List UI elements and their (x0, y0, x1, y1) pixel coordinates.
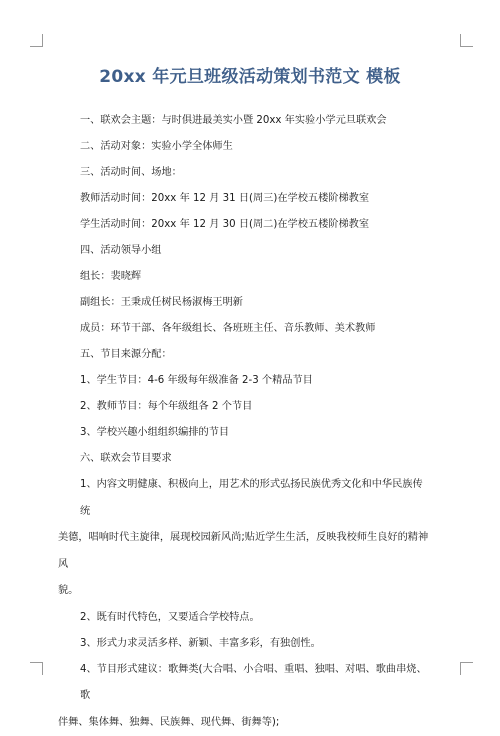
crop-mark-top-left (30, 34, 43, 47)
paragraph: 一、联欢会主题：与时俱进最美实小暨 20xx 年实验小学元旦联欢会 (80, 108, 432, 134)
paragraph: 教师活动时间：20xx 年 12 月 31 日(周三)在学校五楼阶梯教室 (80, 186, 432, 212)
paragraph-requirement-4 (80, 657, 432, 736)
paragraph-line: 4、节目形式建议：歌舞类(大合唱、小合唱、重唱、独唱、对唱、歌曲串烧、歌 (80, 657, 432, 710)
paragraph: 3、学校兴趣小组组织编排的节目 (80, 420, 432, 446)
paragraph-line: 美德，唱响时代主旋律，展现校园新风尚;贴近学生生活，反映我校师生良好的精神风 (58, 525, 432, 578)
paragraph: 二、活动对象：实验小学全体师生 (80, 134, 432, 160)
crop-mark-top-right (460, 34, 473, 47)
paragraph: 副组长：王秉成任树民杨淑梅王明新 (80, 290, 432, 316)
paragraph: 三、活动时间、场地： (80, 160, 432, 186)
paragraph: 五、节目来源分配： (80, 342, 432, 368)
paragraph: 组长：裴晓辉 (80, 264, 432, 290)
paragraph: 学生活动时间：20xx 年 12 月 30 日(周二)在学校五楼阶梯教室 (80, 212, 432, 238)
paragraph: 六、联欢会节目要求 (80, 446, 432, 472)
paragraph-line: 1、内容文明健康、积极向上，用艺术的形式弘扬民族优秀文化和中华民族传统 (80, 472, 432, 525)
paragraph-line: 伴舞、集体舞、独舞、民族舞、现代舞、街舞等); (58, 710, 432, 736)
paragraph: 2、既有时代特色，又要适合学校特点。 (80, 605, 432, 631)
crop-mark-bottom-left (30, 662, 43, 675)
paragraph: 3、形式力求灵活多样、新颖、丰富多彩，有独创性。 (80, 631, 432, 657)
paragraph: 成员：环节干部、各年级组长、各班班主任、音乐教师、美术教师 (80, 316, 432, 342)
crop-mark-bottom-right (460, 662, 473, 675)
paragraph: 2、教师节目：每个年级组各 2 个节目 (80, 394, 432, 420)
paragraph-requirement-1 (80, 472, 432, 605)
paragraph: 四、活动领导小组 (80, 238, 432, 264)
paragraph: 1、学生节目：4-6 年级每年级准备 2-3 个精品节目 (80, 368, 432, 394)
document-body (80, 108, 432, 736)
document-title: 20xx 年元旦班级活动策划书范文 模板 (0, 62, 500, 87)
paragraph-line: 貌。 (58, 578, 432, 605)
